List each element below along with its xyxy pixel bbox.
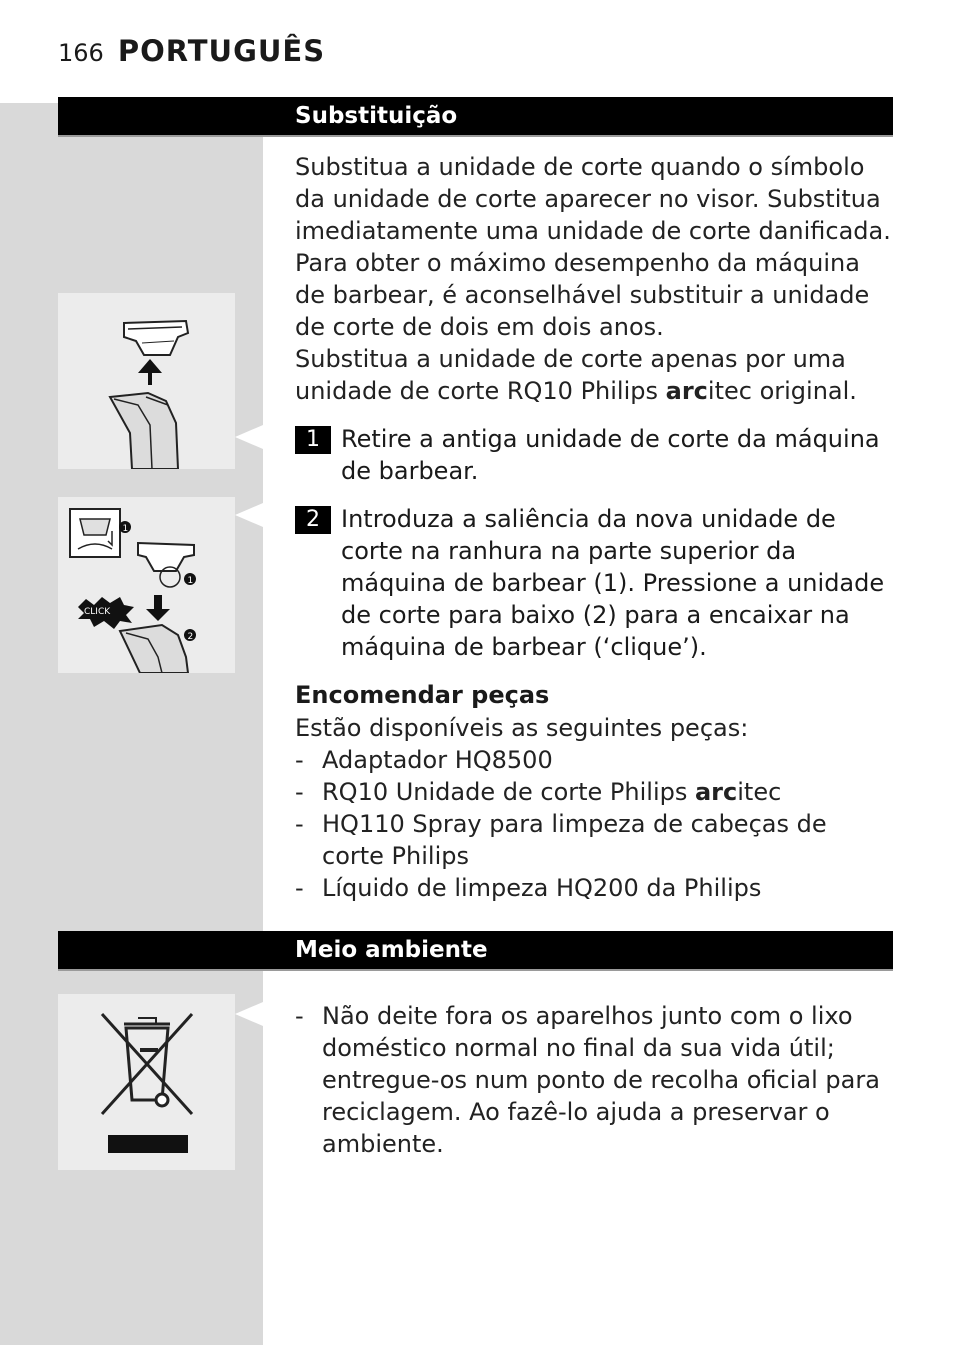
parts-list-item: - RQ10 Unidade de corte Philips arcitec [295,778,782,806]
environment-list [295,1000,895,1160]
illustration-environment [58,994,235,1170]
parts-intro: Estão disponíveis as seguintes peças: [295,714,749,742]
intro-text-part: Substitua a unidade de corte apenas por uma unidade de corte RQ10 Philips [295,345,846,405]
step-2-number: 2 [295,506,331,534]
replacement-intro-paragraph-2 [295,343,895,407]
brand-arc: arc [694,778,738,806]
environment-item-text: Não deite fora os aparelhos junto com o lixo doméstico normal no final da sua vida útil; entregue-os num ponto de recolha oficial para reciclagem. Ao fazê-lo ajuda a preservar o ambiente. [322,1002,880,1158]
illustration-remove-cutting-unit [58,293,235,469]
parts-list-item: - Adaptador HQ8500 [295,746,553,774]
parts-list [295,744,895,904]
illustration-attach-cutting-unit [58,497,235,673]
parts-heading: Encomendar peças [295,681,550,709]
page-header [58,34,325,68]
replacement-intro [295,151,895,407]
marker-2: 2 [187,632,194,642]
attach-cutting-unit-illustration-icon [58,497,235,673]
step-2-text: Introduza a saliência da nova unidade de corte na ranhura na parte superior da máquina de barbear (1). Pressione a unidade de corte para baixo (2) para a encaixar na máquina de barbear (‘clique’). [341,505,885,661]
parts-item-text: itec [737,778,782,806]
parts-list-item: - Líquido de limpeza HQ200 da Philips [295,874,762,902]
click-label: CLICK [84,607,111,617]
step-1-number: 1 [295,426,331,454]
page-language-title: PORTUGUÊS [117,34,326,68]
parts-item-text: HQ110 Spray para limpeza de cabeças de corte Philips [322,810,827,870]
step-1-text: Retire a antiga unidade de corte da máquina de barbear. [341,425,880,485]
marker-1-inset: 1 [122,524,129,534]
section-bar-replacement [58,97,893,137]
parts-item-text: RQ10 Unidade de corte Philips [322,778,695,806]
parts-item-text: Adaptador HQ8500 [322,746,553,774]
parts-list-item: - HQ110 Spray para limpeza de cabeças de corte Philips [295,810,827,870]
intro-text-part: itec original. [707,377,857,405]
crossed-out-wheelie-bin-icon [58,994,235,1170]
parts-item-text: Líquido de limpeza HQ200 da Philips [322,874,762,902]
marker-1: 1 [187,576,194,586]
section-title-replacement: Substituição [295,103,458,129]
illustration-pointer [235,1002,263,1026]
illustration-pointer [235,503,263,527]
replacement-intro-paragraph-1: Substitua a unidade de corte quando o símbolo da unidade de corte aparecer no visor. Substitua imediatamente uma unidade de corte danificada. Para obter o máximo desempenho da máquina de barbear, é aconselhável substituir a unidade de corte de dois em dois anos. [295,153,891,341]
page-number: 166 [58,39,104,67]
illustration-pointer [235,425,263,449]
section-title-environment: Meio ambiente [295,937,488,963]
section-bar-environment [58,931,893,971]
environment-list-item: - Não deite fora os aparelhos junto com o lixo doméstico normal no final da sua vida útil; entregue-os num ponto de recolha oficial para reciclagem. Ao fazê-lo ajuda a preservar o ambiente. [295,1002,880,1158]
brand-arc: arc [665,377,708,405]
remove-cutting-unit-illustration-icon [58,293,235,469]
